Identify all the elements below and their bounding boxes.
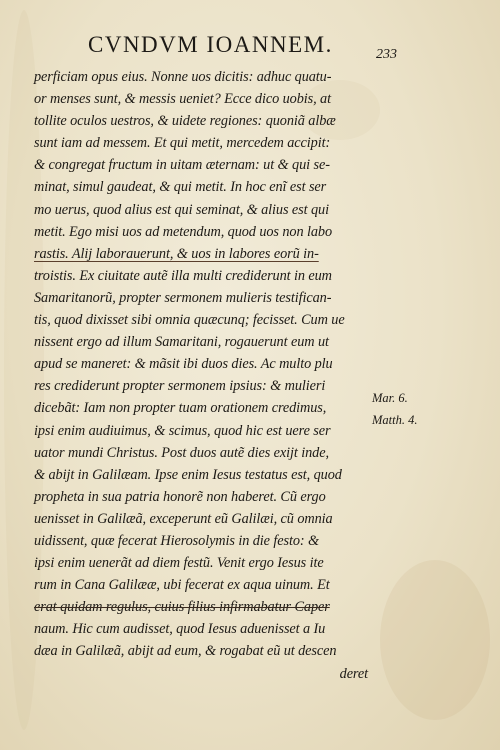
text-line: sunt iam ad messem. Et qui metit, mercedem accipit: bbox=[34, 135, 331, 152]
text-line: metit. Ego misi uos ad metendum, quod uos non labo bbox=[34, 223, 332, 240]
text-line: deret bbox=[339, 665, 368, 682]
text-line: minat, simul gaudeat, & qui metit. In hoc enĩ est ser bbox=[34, 179, 327, 196]
text-line: & congregat fructum in uitam æternam: ut & qui se- bbox=[34, 157, 330, 174]
text-line: mo uerus, quod alius est qui seminat, & alius est qui bbox=[34, 201, 329, 218]
text-line: troistis. Ex ciuitate autẽ illa multi crediderunt in eum bbox=[34, 267, 332, 284]
text-line: uator mundi Christus. Post duos autẽ dies exijt inde, bbox=[34, 444, 329, 461]
text-line-struck: erat quidam regulus, cuius filius infirmabatur Caper bbox=[34, 599, 330, 616]
body-text bbox=[34, 66, 368, 685]
text-line: perficiam opus eius. Nonne uos dicitis: adhuc quatu- bbox=[34, 69, 332, 85]
text-line: propheta in sua patria honorẽ non haberet. Cũ ergo bbox=[34, 488, 326, 505]
text-line: uenisset in Galilæã, exceperunt eũ Galilæi, cũ omnia bbox=[34, 510, 333, 527]
text-line: nissent ergo ad illum Samaritani, rogauerunt eum ut bbox=[34, 334, 329, 351]
text-line: dæa in Galilæã, abijt ad eum, & rogabat eũ ut descen bbox=[34, 643, 337, 660]
text-line: dicebãt: Iam non propter tuam orationem credimus, bbox=[34, 400, 327, 417]
text-line-underlined: rastis. Alij laborauerunt, & uos in labores eorũ in- bbox=[34, 245, 319, 262]
page-number: 233 bbox=[376, 47, 397, 62]
text-line: tis, quod dixisset sibi omnia quæcunq; fecisset. Cum ue bbox=[34, 312, 345, 329]
text-line: ipsi enim uenerãt ad diem festũ. Venit ergo Iesus ite bbox=[34, 555, 324, 572]
text-line: Samaritanorũ, propter sermonem mulieris testifican- bbox=[34, 289, 332, 306]
text-line: apud se maneret: & mãsit ibi duos dies. Ac multo plu bbox=[34, 356, 333, 373]
text-line: rum in Cana Galilææ, ubi fecerat ex aqua uinum. Et bbox=[34, 577, 330, 594]
text-line: & abijt in Galilæam. Ipse enim Iesus testatus est, quod bbox=[34, 466, 342, 483]
running-head: CVNDVM IOANNEM. bbox=[88, 32, 333, 57]
margin-note: Mar. 6. bbox=[372, 391, 408, 405]
text-line: naum. Hic cum audisset, quod Iesus aduenisset a Iu bbox=[34, 621, 326, 638]
text-line: or menses sunt, & messis ueniet? Ecce dico uobis, at bbox=[34, 91, 331, 108]
text-line: uidissent, quæ fecerat Hierosolymis in die festo: & bbox=[34, 532, 320, 549]
text-line: ipsi enim audiuimus, & scimus, quod hic est uere ser bbox=[34, 422, 331, 439]
paper-stain bbox=[380, 560, 490, 720]
text-line: tollite oculos uestros, & uidete regiones: quoniã albæ bbox=[34, 113, 336, 130]
margin-note: Matth. 4. bbox=[372, 413, 418, 427]
text-line: res crediderunt propter sermonem ipsius: & mulieri bbox=[34, 378, 326, 395]
